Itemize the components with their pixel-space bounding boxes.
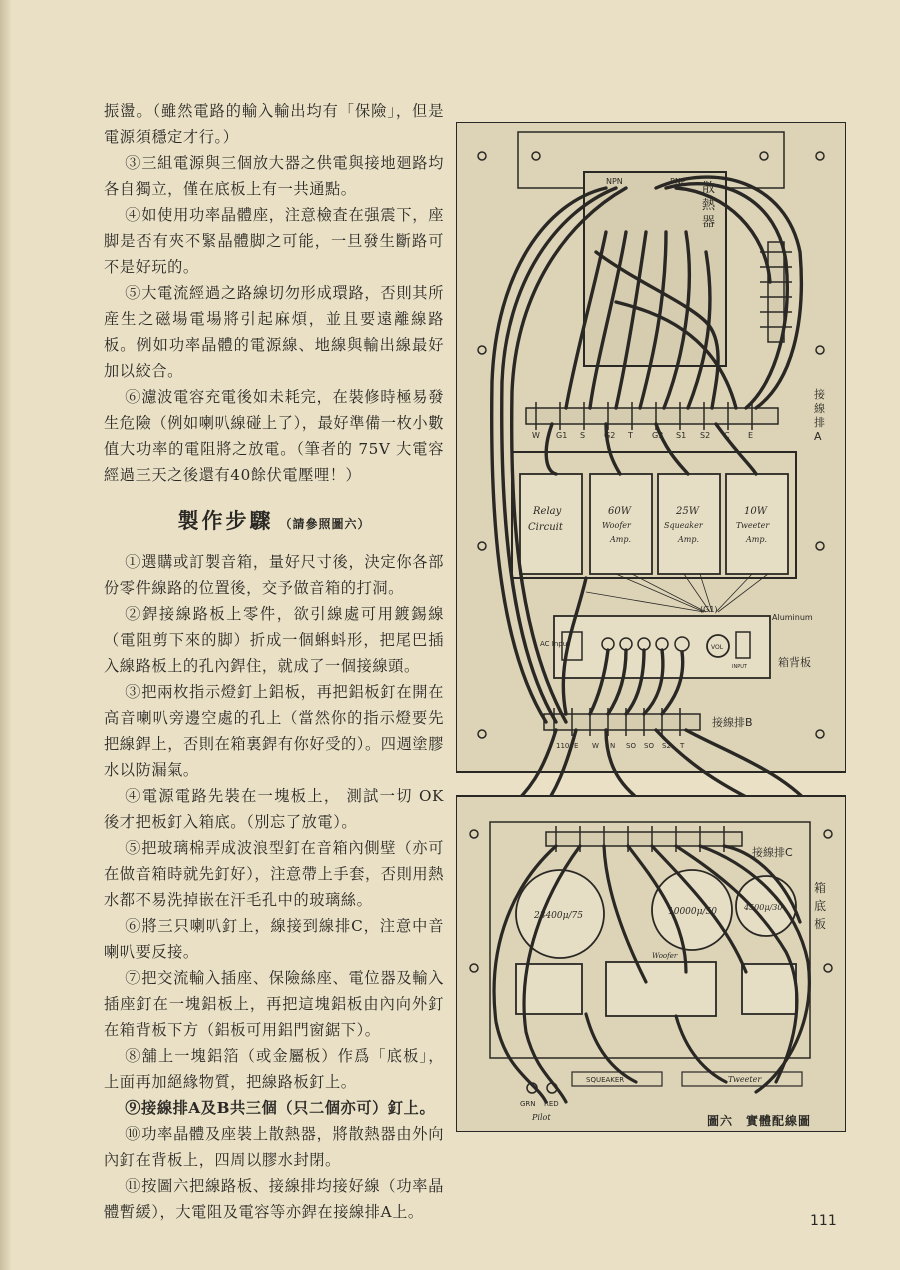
- strip-a-terminal-6: G3: [652, 431, 664, 440]
- step-4: ④電源電路先裝在一塊板上， 測試一切 OK 後才把板釘入箱底。（別忘了放電）。: [104, 787, 444, 831]
- input-label: INPUT: [732, 664, 747, 670]
- strip-b-terminal-5: SO: [626, 742, 636, 750]
- strip-a-label-1: 接: [814, 388, 825, 401]
- module-tweeter-line3: Amp.: [746, 535, 768, 544]
- strip-a-label-4: A: [814, 430, 822, 443]
- strip-a-terminal-2: G1: [556, 431, 568, 440]
- module-tweeter-amp: [726, 474, 788, 574]
- section-heading: [104, 508, 444, 537]
- module-tweeter-line2: Tweeter: [736, 521, 770, 530]
- strip-b-terminal-2: E: [574, 742, 579, 750]
- step-6: ⑥將三只喇叭釘上，線接到線排C，注意中音喇叭要反接。: [104, 917, 444, 961]
- module-squeaker-line2: Squeaker: [664, 521, 703, 530]
- step-3: ③把兩枚指示燈釘上鋁板，再把鋁板釘在開在高音喇叭旁邊空處的孔上（當然你的指示燈要先把線銲上，否則在箱裏銲有你好受的）。四週塗膠水以防漏氣。: [104, 683, 444, 779]
- step-11: ⑪按圖六把線路板、接線排均接好線（功率晶體暫緩），大電阻及電容等亦銲在接線排A上。: [104, 1177, 444, 1221]
- transformer-center: [606, 962, 716, 1016]
- strip-a-terminal-5: T: [628, 431, 633, 440]
- wiring-diagram-svg: [456, 122, 846, 1132]
- module-squeaker-amp: [658, 474, 720, 574]
- step-8: ⑧舖上一塊鋁箔（或金屬板）作爲「底板」，上面再加絕緣物質，把線路板釘上。: [104, 1047, 444, 1091]
- section-heading-main: 製作步驟: [177, 509, 274, 533]
- step-9: ⑨接線排A及B共三個（只二個亦可）釘上。: [125, 1099, 436, 1117]
- strip-a-label-2: 線: [814, 402, 825, 415]
- ground-label: (G1): [700, 605, 718, 614]
- strip-a-terminal-10: E: [748, 431, 754, 440]
- bottom-panel-label-2: 底: [814, 899, 827, 913]
- step-2: ②銲接線路板上零件，欲引線處可用鍍錫線（電阻剪下來的脚）折成一個蝌蚪形，把尾巴插入線路板上的孔內銲住，就成了一個接線頭。: [104, 605, 444, 675]
- terminal-strip-c: [546, 832, 742, 846]
- section-heading-sub: （請參照圖六）: [279, 517, 371, 531]
- tweeter-label: Tweeter: [728, 1075, 762, 1084]
- paragraph-top-1: 振盪。（雖然電路的輸入輸出均有「保險」，但是電源須穩定才行。）: [104, 102, 444, 146]
- module-woofer-line1: 60W: [608, 506, 632, 517]
- wiring-diagram-figure: [456, 122, 846, 1132]
- paragraph-top-4: ⑤大電流經過之路線切勿形成環路，否則其所産生之磁場電場將引起麻煩，並且要遠離線路板。例如功率晶體的電源線、地線與輸出線最好加以絞合。: [104, 284, 444, 380]
- pilot-label: Pilot: [532, 1113, 551, 1122]
- strip-b-terminal-4: N: [610, 742, 616, 750]
- page-binding-shadow: [0, 0, 12, 1270]
- strip-a-terminal-3: S: [580, 431, 586, 440]
- woofer-label: Woofer: [652, 952, 678, 960]
- page-number: 111: [810, 1213, 837, 1229]
- capacitor-2-label: 10000μ/50: [668, 907, 717, 917]
- module-woofer-line2: Woofer: [602, 521, 631, 530]
- module-woofer-line3: Amp.: [610, 535, 632, 544]
- module-relay-line2: Circuit: [528, 522, 563, 533]
- capacitor-3-label: 4500μ/30: [744, 903, 783, 912]
- capacitor-1-label: 23400μ/75: [534, 911, 583, 921]
- module-squeaker-line3: Amp.: [678, 535, 700, 544]
- bottom-panel-label-3: 板: [814, 917, 827, 931]
- strip-a-terminal-1: W: [532, 431, 540, 440]
- bottom-panel-label-1: 箱: [814, 881, 827, 895]
- vol-label: VOL: [711, 644, 724, 651]
- strip-a-label-3: 排: [814, 416, 825, 429]
- module-squeaker-line1: 25W: [676, 506, 700, 517]
- npn-label: NPN: [606, 177, 623, 186]
- heatsink-label-3: 器: [702, 215, 716, 230]
- strip-b-terminal-6: SO: [644, 742, 654, 750]
- capacitor-2: [652, 870, 732, 950]
- strip-b-terminal-7: S2: [662, 742, 671, 750]
- ac-input-label: AC Input: [540, 640, 570, 648]
- squeaker-label: SQUEAKER: [586, 1076, 625, 1084]
- module-relay-line1: Relay: [533, 506, 562, 517]
- figure-caption: 圖六 實體配線圖: [707, 1114, 812, 1128]
- step-7: ⑦把交流輸入插座、保險絲座、電位器及輸入插座釘在一塊鋁板上，再把這塊鋁板由內向外釘在箱背板下方（鋁板可用鋁門窗鋸下）。: [104, 969, 444, 1039]
- strip-c-label: 接線排C: [752, 846, 793, 859]
- transformer-right: [742, 964, 796, 1014]
- paragraph-top-3: ④如使用功率晶體座，注意檢査在强震下，座脚是否有夾不緊晶體脚之可能，一旦發生斷路可不是好玩的。: [104, 206, 444, 276]
- step-1: ①選購或訂製音箱，量好尺寸後，決定你各部份零件線路的位置後，交予做音箱的打洞。: [104, 553, 444, 597]
- strip-a-terminal-9: C: [724, 431, 730, 440]
- strip-b-terminal-3: W: [592, 742, 599, 750]
- module-relay: [520, 474, 582, 574]
- paragraph-top-5: ⑥濾波電容充電後如未耗完，在裝修時極易發生危險（例如喇叭線碰上了），最好準備一枚小數值大功率的電阻將之放電。（筆者的 75V 大電容經過三天之後還有40餘伏電壓哩！）: [104, 388, 444, 484]
- step-10: ⑩功率晶體及座裝上散熱器，將散熱器由外向內釘在背板上，四周以膠水封閉。: [104, 1125, 444, 1169]
- paragraph-top-2: ③三組電源與三個放大器之供電與接地廻路均各自獨立，僅在底板上有一共通點。: [104, 154, 444, 198]
- pilot-grn-label: GRN: [520, 1100, 536, 1108]
- pilot-red-label: RED: [544, 1100, 559, 1108]
- strip-a-terminal-4: G2: [604, 431, 616, 440]
- heatsink-label-2: 熱: [702, 198, 716, 213]
- terminal-strip-a: [526, 408, 778, 424]
- text-column: [104, 98, 444, 1225]
- aluminum-label: Aluminum: [772, 613, 813, 622]
- step-5: ⑤把玻璃棉弄成波浪型釘在音箱內側壁（亦可在做音箱時就先釘好），注意帶上手套，否則用熱水都不易洗掉嵌在汗毛孔中的玻璃絲。: [104, 839, 444, 909]
- module-woofer-amp: [590, 474, 652, 574]
- capacitor-1: [516, 870, 604, 958]
- strip-a-terminal-8: S2: [700, 431, 711, 440]
- back-panel-label: 箱背板: [778, 656, 811, 669]
- strip-b-terminal-8: T: [680, 742, 685, 750]
- module-tweeter-line1: 10W: [744, 506, 768, 517]
- pnp-label: PNP: [670, 177, 686, 186]
- strip-b-terminal-1: 110: [556, 742, 570, 750]
- strip-a-terminal-7: S1: [676, 431, 687, 440]
- strip-b-label: 接線排B: [712, 716, 753, 729]
- heatsink-label-1: 散: [702, 181, 716, 196]
